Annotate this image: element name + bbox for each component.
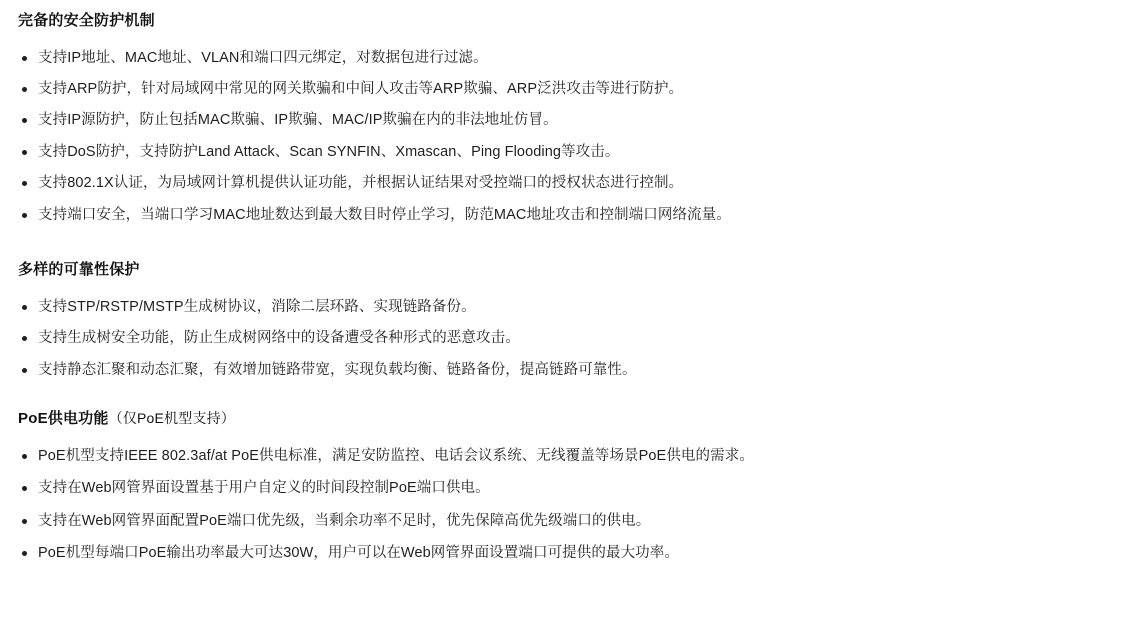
list-item: 支持ARP防护，针对局域网中常见的网关欺骗和中间人攻击等ARP欺骗、ARP泛洪攻击等进行防护。 [18, 78, 1127, 100]
list-item: 支持STP/RSTP/MSTP生成树协议，消除二层环路、实现链路备份。 [18, 296, 1127, 318]
bullet-list-poe [18, 445, 1127, 565]
section-spacer [18, 390, 1127, 408]
bullet-list-reliability [18, 296, 1127, 381]
section-title-text: PoE供电功能 [18, 410, 109, 428]
bullet-list-security [18, 47, 1127, 227]
section-title-text: 多样的可靠性保护 [18, 261, 140, 279]
list-item: 支持端口安全，当端口学习MAC地址数达到最大数目时停止学习，防范MAC地址攻击和控制端口网络流量。 [18, 204, 1127, 226]
list-item: 支持在Web网管界面配置PoE端口优先级，当剩余功率不足时，优先保障高优先级端口的供电。 [18, 510, 1127, 532]
section-title-text: 完备的安全防护机制 [18, 12, 155, 29]
list-item: 支持静态汇聚和动态汇聚，有效增加链路带宽，实现负载均衡、链路备份，提高链路可靠性。 [18, 359, 1127, 381]
list-item: PoE机型每端口PoE输出功率最大可达30W，用户可以在Web网管界面设置端口可提供的最大功率。 [18, 542, 1127, 564]
list-item: 支持DoS防护，支持防护Land Attack、Scan SYNFIN、Xmascan、Ping Flooding等攻击。 [18, 141, 1127, 163]
list-item: 支持802.1X认证，为局域网计算机提供认证功能，并根据认证结果对受控端口的授权状态进行控制。 [18, 172, 1127, 194]
section-spacer [18, 235, 1127, 257]
list-item: 支持在Web网管界面设置基于用户自定义的时间段控制PoE端口供电。 [18, 477, 1127, 499]
section-title-reliability [18, 259, 1127, 282]
section-title-security [18, 10, 1127, 33]
section-poe [18, 408, 1127, 564]
section-security [18, 10, 1127, 226]
list-item: 支持IP源防护，防止包括MAC欺骗、IP欺骗、MAC/IP欺骗在内的非法地址仿冒。 [18, 109, 1127, 131]
list-item: 支持生成树安全功能，防止生成树网络中的设备遭受各种形式的恶意攻击。 [18, 327, 1127, 349]
section-reliability [18, 259, 1127, 381]
section-title-suffix: （仅PoE机型支持） [108, 410, 236, 427]
list-item: 支持IP地址、MAC地址、VLAN和端口四元绑定，对数据包进行过滤。 [18, 47, 1127, 69]
list-item: PoE机型支持IEEE 802.3af/at PoE供电标准，满足安防监控、电话会议系统、无线覆盖等场景PoE供电的需求。 [18, 445, 1127, 467]
section-title-poe [18, 408, 1127, 431]
